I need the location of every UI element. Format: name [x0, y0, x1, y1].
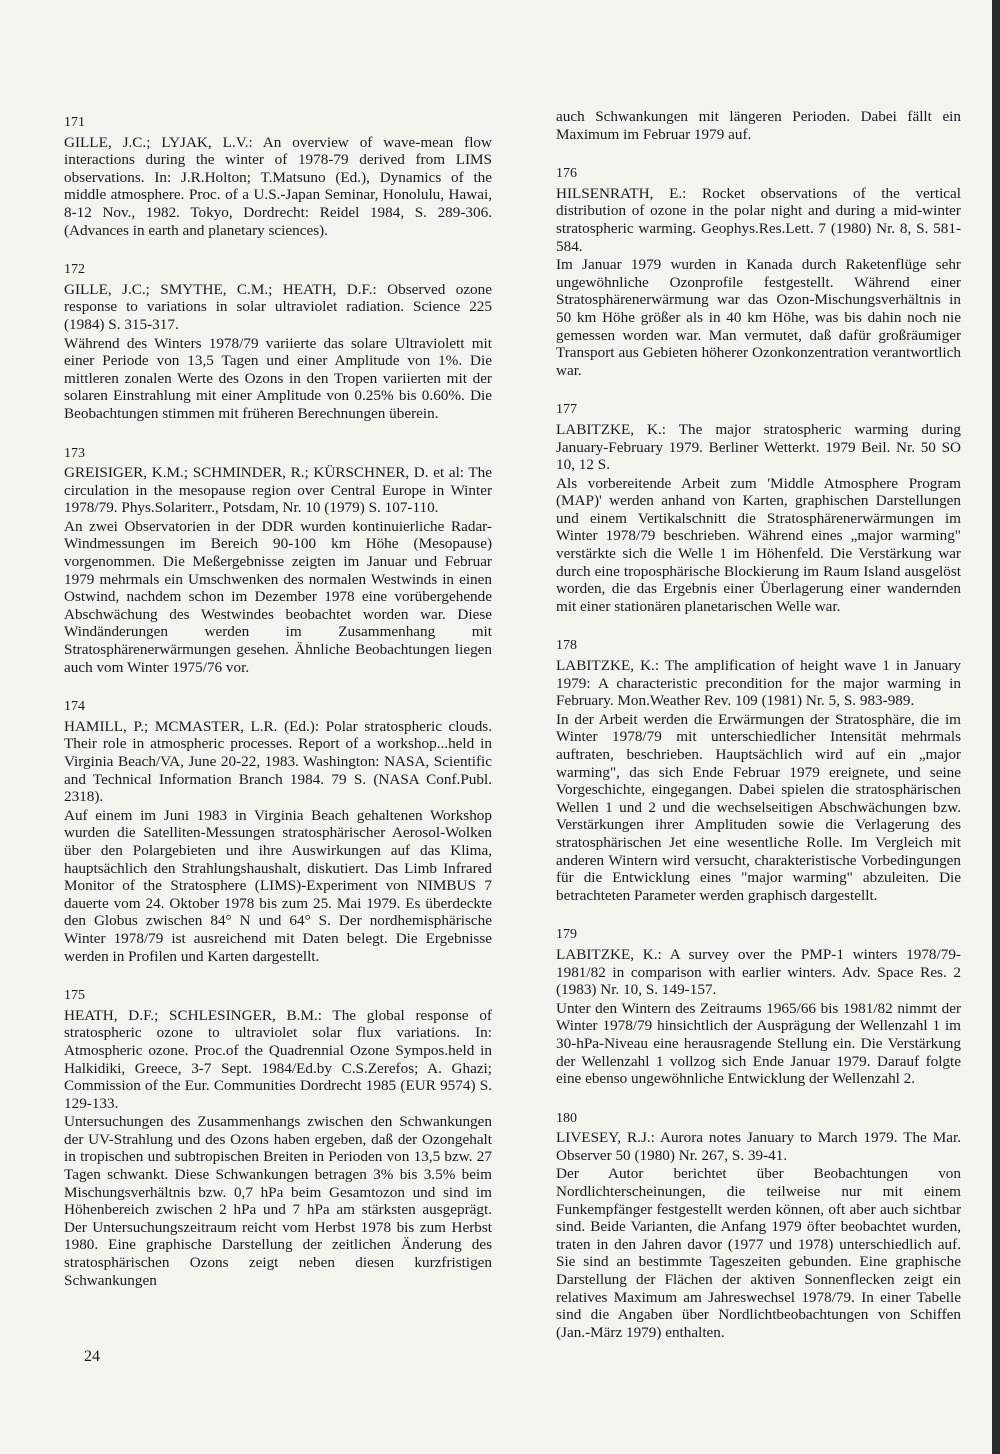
bibliography-entry-179	[556, 926, 961, 1087]
entry-abstract: Während des Winters 1978/79 variierte das solare Ultraviolett mit einer Periode von 13,5 Tagen und einer Amplitude von 1%. Die mittleren zonalen Werte des Ozons in den Tropen variierten mit der solaren Einstrahlung mit einer Amplitude von 0.25% bis 0.60%. Die Beobachtungen stimmen mit früheren Berechnungen überein.	[64, 334, 492, 422]
entry-citation: GILLE, J.C.; LYJAK, L.V.: An overview of wave-mean flow interactions during the winter of 1978-79 derived from LIMS observations. In: J.R.Holton; T.Matsuno (Ed.), Dynamics of the middle atmosphere. Proc. of a U.S.-Japan Seminar, Honolulu, Hawai, 8-12 Nov., 1982. Tokyo, Dordrecht: Reidel 1984, S. 289-306. (Advances in earth and planetary sciences).	[64, 133, 492, 239]
entry-number: 171	[64, 115, 85, 130]
bibliography-entry-178	[556, 637, 961, 904]
entry-number: 176	[556, 166, 577, 182]
entry-abstract: Der Autor berichtet über Beobachtungen von Nordlichterscheinungen, die teilweise nur mit einem Funkempfänger festgestellt werden können, oft aber auch sichtbar sind. Beide Varianten, die Anfang 1979 öfter beobachtet wurden, traten in den Jahren davor (1977 und 1978) unterschiedlich auf. Sie sind an bestimmte Tageszeiten gebunden. Eine graphische Darstellung der Flächen der aktiven Sonnenflecken zeigt ein relatives Maximum am Jahreswechsel 1978/79. In einer Tabelle sind die Angaben über Nordlichtbeobachtungen von Schiffen (Jan.-März 1979) enthalten.	[556, 1165, 961, 1341]
bibliography-entry-177	[556, 401, 961, 615]
entry-abstract: An zwei Observatorien in der DDR wurden kontinuierliche Radar-Windmessungen im Bereich 90-100 km Höhe (Mesopause) vorgenommen. Die Meßergebnisse zeigten im Januar und Februar 1979 mehrmals ein Umschwenken des normalen Westwinds in einen Ostwind, nachdem schon im Dezember 1978 eine vorübergehende Abschwächung des Westwindes beobachtet worden war. Diese Windänderungen werden im Zusammenhang mit Stratosphärenerwärmungen gesehen. Ähnliche Beobachtungen liegen auch vom Winter 1975/76 vor.	[64, 517, 492, 676]
bibliography-entry-176	[556, 165, 961, 379]
entry-abstract: Auf einem im Juni 1983 in Virginia Beach gehaltenen Workshop wurden die Satelliten-Messungen stratosphärischer Aerosol-Wolken über den Polargebieten und ihre Auswirkungen auf das Klima, hauptsächlich den Strahlungshaushalt, diskutiert. Das Limb Infrared Monitor of the Stratosphere (LIMS)-Experiment von NIMBUS 7 dauerte vom 24. Oktober 1978 bis zum 25. Mai 1979. Es überdeckte den Globus zwischen 84° N und 64° S. Der nordhemisphärische Winter 1978/79 ist ausreichend mit Daten belegt. Die Ergebnisse werden in Profilen und Karten dargestellt.	[64, 806, 492, 965]
entry-citation: LABITZKE, K.: The major stratospheric warming during January-February 1979. Berliner Wetterkt. 1979 Beil. Nr. 50 SO 10, 12 S.	[556, 420, 961, 474]
entry-number: 172	[64, 262, 85, 278]
entry-citation: HAMILL, P.; MCMASTER, L.R. (Ed.): Polar stratospheric clouds. Their role in atmospheric processes. Report of a workshop...held in Virginia Beach/VA, June 20-22, 1983. Washington: NASA, Scientific and Technical Information Branch 1984. 79 S. (NASA Conf.Publ. 2318).	[64, 717, 492, 806]
continued-abstract-text: auch Schwankungen mit längeren Perioden. Dabei fällt ein Maximum im Februar 1979 auf.	[556, 108, 961, 143]
right-column	[556, 108, 961, 1363]
entry-number: 175	[64, 988, 85, 1004]
entry-number: 173	[64, 445, 85, 461]
entry-citation: GILLE, J.C.; SMYTHE, C.M.; HEATH, D.F.: Observed ozone response to variations in solar ultraviolet radiation. Science 225 (1984) S. 315-317.	[64, 280, 492, 333]
entry-citation: LIVESEY, R.J.: Aurora notes January to March 1979. The Mar. Observer 50 (1980) Nr. 267, S. 39-41.	[556, 1129, 961, 1164]
entry-abstract: In der Arbeit werden die Erwärmungen der Stratosphäre, die im Winter 1978/79 mit unterschiedlicher Intensität mehrmals auftraten, beschrieben. Hauptsächlich wird auf ein „major warming", das sich Ende Februar 1979 ereignete, und seine Vorgeschichte, eingegangen. Dabei spielen die stratosphärischen Wellen 1 und 2 und die wechselseitigen Abschwächungen bzw. Verstärkungen ihrer Amplituden sowie die Verlagerung des stratosphärischen Jet eine wesentliche Rolle. Im Vergleich mit anderen Wintern wird versucht, charakteristische Vorbedingungen für die Entwicklung eines "major warming" abzuleiten. Die betrachteten Parameter werden graphisch dargestellt.	[556, 710, 961, 904]
entry-citation: HILSENRATH, E.: Rocket observations of the vertical distribution of ozone in the polar night and during a mid-winter stratospheric warming. Geophys.Res.Lett. 7 (1980) Nr. 8, S. 581-584.	[556, 184, 961, 255]
entry-abstract: Als vorbereitende Arbeit zum 'Middle Atmosphere Program (MAP)' werden anhand von Karten, graphischen Darstellungen und einem Vertikalschnitt die Stratosphärenerwärmungen im Winter 1978/79 beschrieben. Während eines „major warming" verstärkte sich die Welle 1 im Höhenfeld. Die Verstärkung war durch eine troposphärische Blockierung im Raum Island ausgelöst worden, die das Ergebnis einer Überlagerung einer wandernden mit einer stationären planetarischen Welle war.	[556, 474, 961, 615]
bibliography-entry-174	[64, 698, 492, 965]
entry-number: 178	[556, 638, 577, 654]
entry-number: 177	[556, 402, 577, 418]
entry-number: 180	[556, 1110, 577, 1126]
entry-number: 174	[64, 699, 85, 715]
bibliography-entry-171	[64, 114, 492, 239]
entry-citation: LABITZKE, K.: A survey over the PMP-1 winters 1978/79-1981/82 in comparison with earlier winters. Adv. Space Res. 2 (1983) Nr. 10, S. 149-157.	[556, 945, 961, 999]
bibliography-entry-173	[64, 445, 492, 677]
bibliography-entry-180	[556, 1110, 961, 1342]
scan-edge-shadow	[992, 0, 1000, 1454]
entry-citation: HEATH, D.F.; SCHLESINGER, B.M.: The global response of stratospheric ozone to ultraviolet solar flux variations. In: Atmospheric ozone. Proc.of the Quadrennial Ozone Sympos.held in Halkidiki, Greece, 3-7 Sept. 1984/Ed.by C.S.Zerefos; A. Ghazi; Commission of the Eur. Communities Dordrecht 1985 (EUR 9574) S. 129-133.	[64, 1006, 492, 1112]
entry-number: 179	[556, 927, 577, 943]
entry-citation: LABITZKE, K.: The amplification of height wave 1 in January 1979: A characteristic precondition for the major warming in February. Mon.Weather Rev. 109 (1981) Nr. 5, S. 983-989.	[556, 657, 961, 710]
left-column	[64, 114, 492, 1311]
entry-citation: GREISIGER, K.M.; SCHMINDER, R.; KÜRSCHNER, D. et al: The circulation in the mesopause region over Central Europe in Winter 1978/79. Phys.Solariterr., Potsdam, Nr. 10 (1979) S. 107-110.	[64, 464, 492, 517]
entry-abstract: Im Januar 1979 wurden in Kanada durch Raketenflüge sehr ungewöhnliche Ozonprofile festgestellt. Während einer Stratosphärenerwärmung war das Ozon-Mischungsverhältnis in 50 km Höhe größer als in 40 km Höhe, was bis dahin noch nie gemessen worden war. Man vermutet, daß dafür großräumiger Transport aus Gebieten höherer Ozonkonzentration verantwortlich war.	[556, 256, 961, 379]
page-number: 24	[84, 1348, 100, 1365]
bibliography-entry-172	[64, 261, 492, 422]
entry-abstract: Unter den Wintern des Zeitraums 1965/66 bis 1981/82 nimmt der Winter 1978/79 hinsichtlich der Ausprägung der Wellenzahl 1 im 30-hPa-Niveau eine herausragende Stellung ein. Die Verstärkung der Wellenzahl 1 vollzog sich Ende Januar 1979. Darauf folgte eine ebenso ungewöhnliche Entwicklung der Wellenzahl 2.	[556, 999, 961, 1088]
bibliography-entry-175	[64, 987, 492, 1289]
entry-abstract: Untersuchungen des Zusammenhangs zwischen den Schwankungen der UV-Strahlung und des Ozons haben ergeben, daß der Ozongehalt in tropischen und subtropischen Breiten in Perioden von 13,5 bzw. 27 Tagen schwankt. Diese Schwankungen betragen 3% bis 3.5% beim Mischungsverhältnis bzw. 0,7 hPa beim Gesamtozon und sind im Höhenbereich zwischen 2 hPa und 7 hPa am stärksten ausgeprägt. Der Untersuchungszeitraum reicht vom Herbst 1978 bis zum Herbst 1980. Eine graphische Darstellung der zeitlichen Änderung des stratosphärischen Ozons zeigt neben diesen kurzfristigen Schwankungen	[64, 1113, 492, 1289]
